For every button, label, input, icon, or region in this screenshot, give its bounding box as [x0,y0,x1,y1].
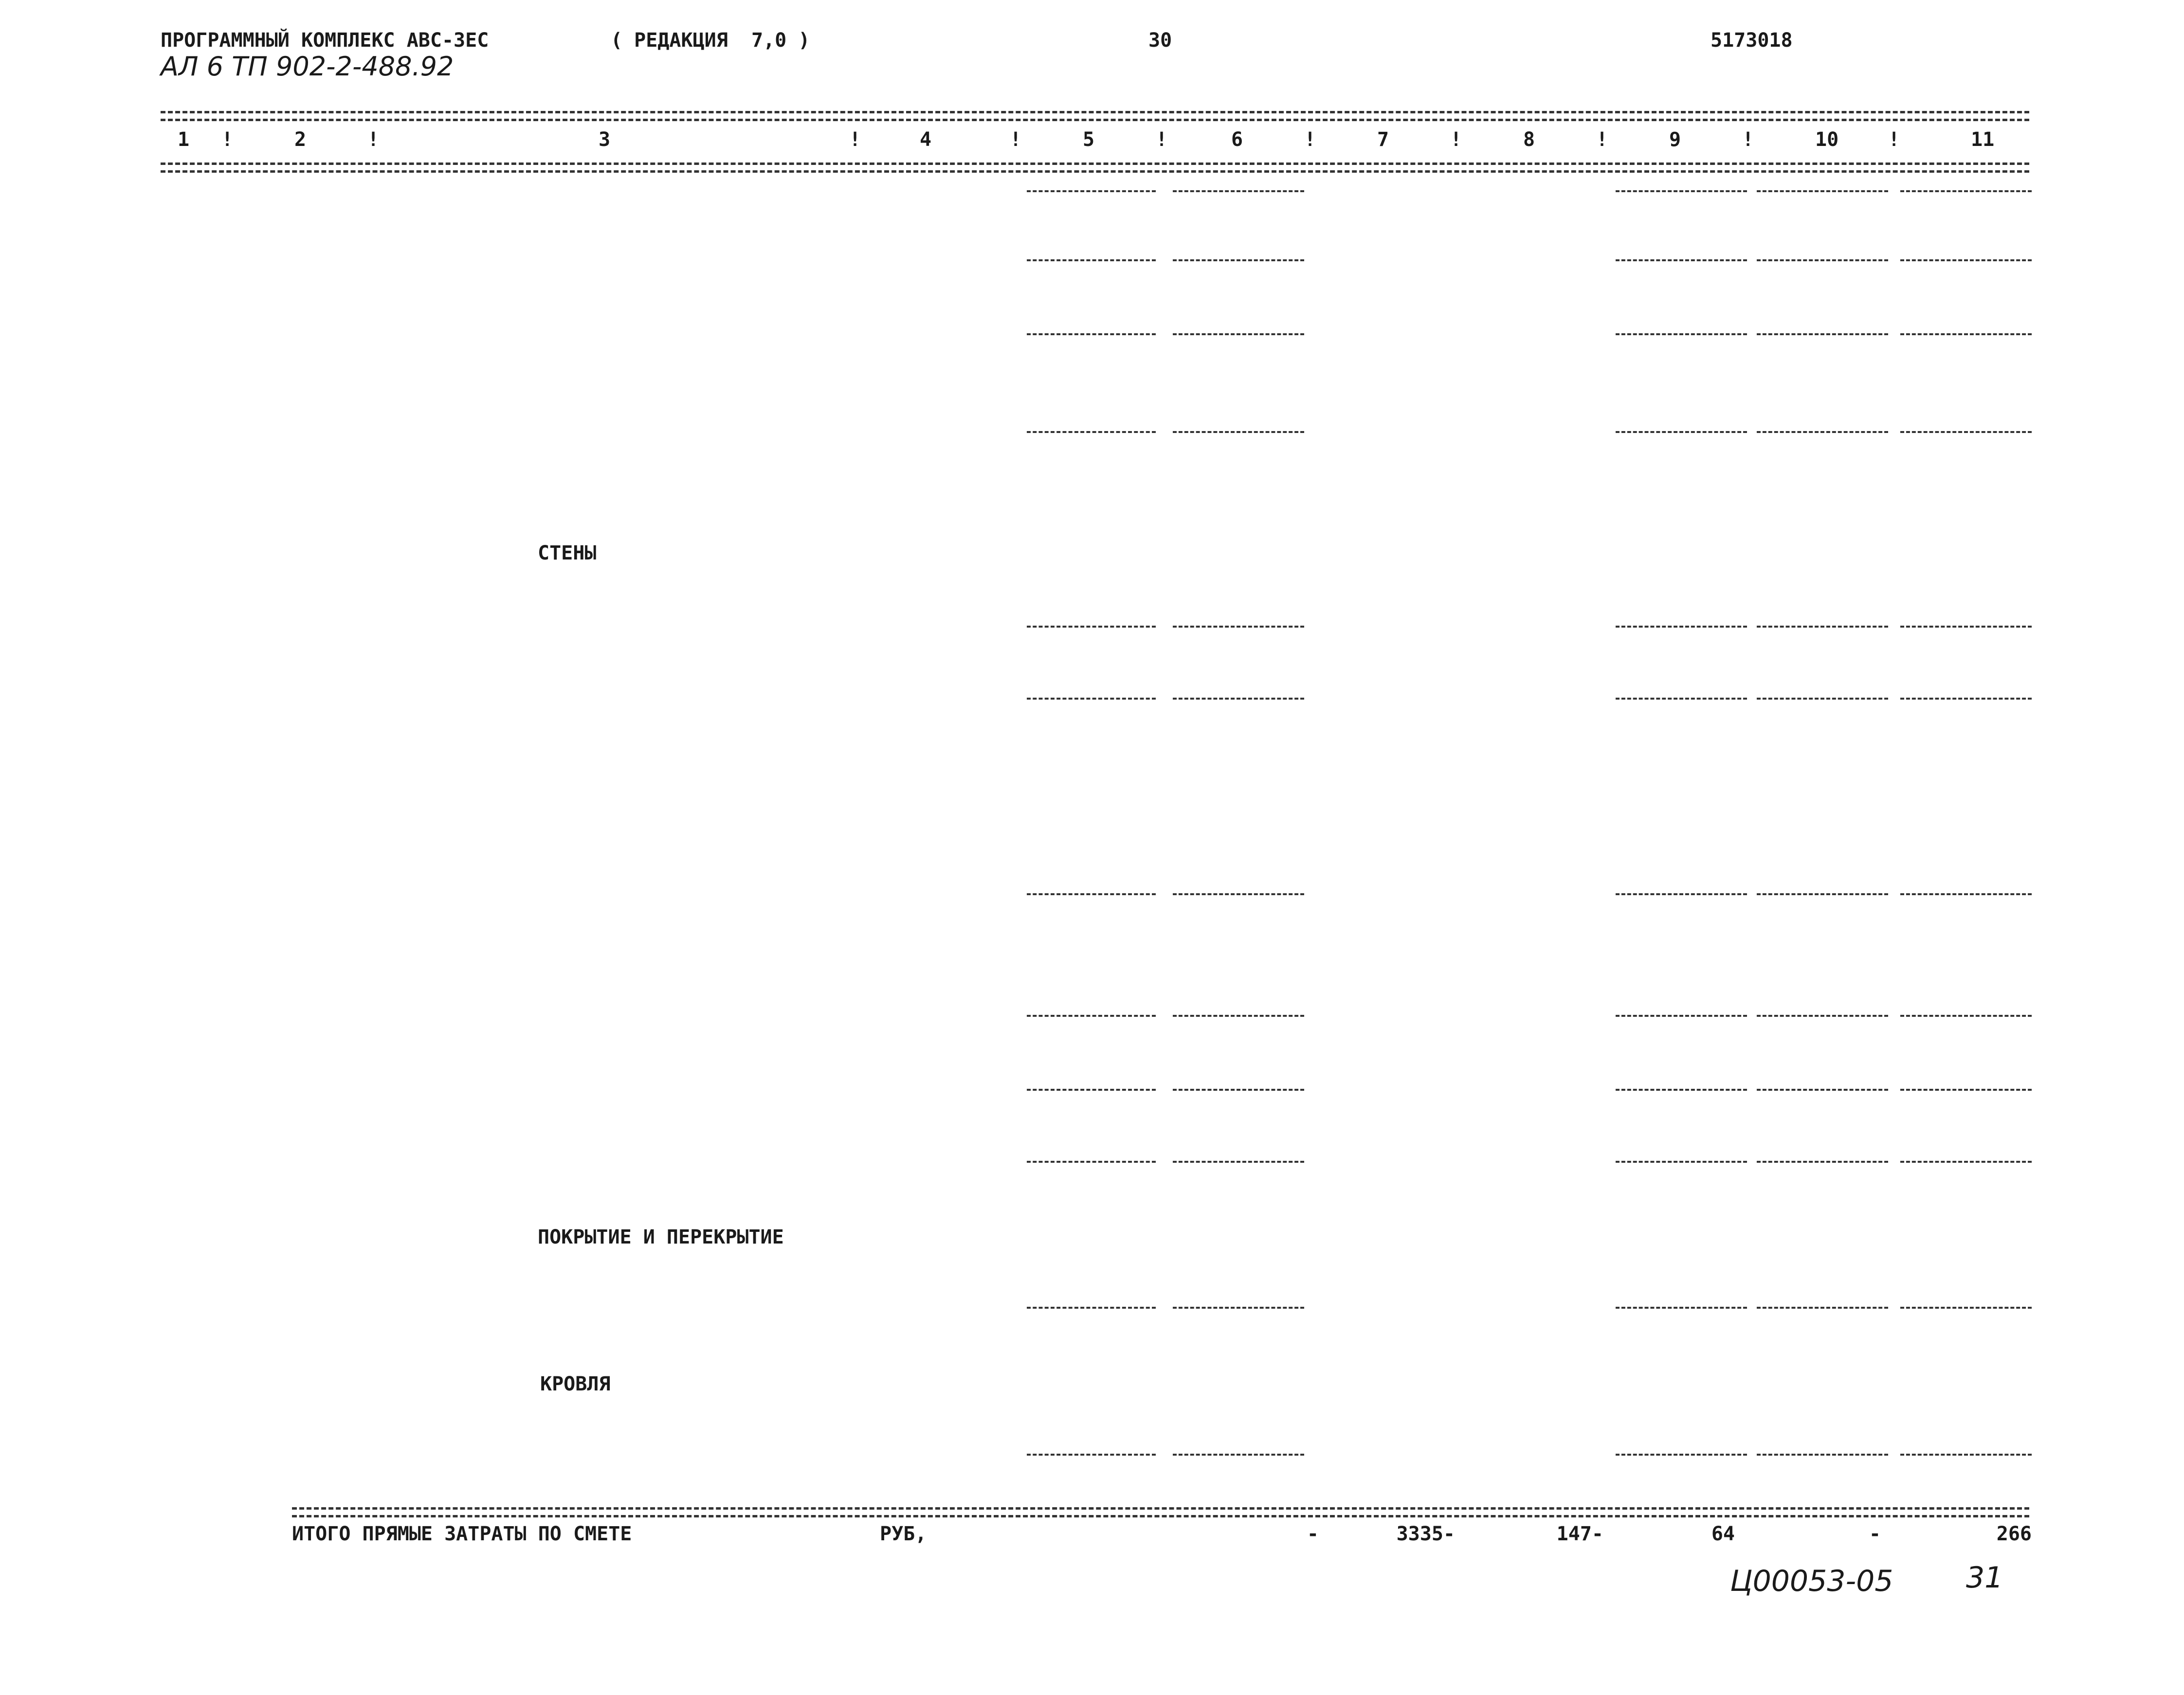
column-separator: ! [367,128,380,151]
row-c10-divider [1757,1454,1888,1456]
row-c6-divider [1173,1015,1304,1017]
row-continuation-divider [1173,190,1304,192]
row-c10-divider [1757,1015,1888,1017]
row-c11-divider [1900,1015,2032,1017]
column-header-11: 11 [1971,128,1995,151]
column-header-9: 9 [1669,128,1681,151]
row-c5-divider [1027,1161,1156,1163]
row-c11-divider [1900,333,2032,335]
row-c9-divider [1616,1089,1747,1091]
total-col-7: 3335- [1396,1523,1455,1545]
top-rule-2 [161,119,2029,121]
row-c10-divider [1757,333,1888,335]
column-header-10: 10 [1815,128,1839,151]
column-separator: ! [1450,128,1462,151]
handwritten-project-ref: АЛ 6 ТП 902-2-488.92 [161,51,454,82]
row-c9-divider [1616,431,1747,433]
section-walls: СТЕНЫ [538,542,597,564]
edition-label: ( РЕДАКЦИЯ 7,0 ) [611,29,810,52]
row-c6-divider [1173,1454,1304,1456]
column-separator: ! [1010,128,1022,151]
column-header-7: 7 [1377,128,1389,151]
column-separator: ! [1156,128,1168,151]
row-c11-divider [1900,698,2032,700]
column-header-4: 4 [920,128,932,151]
column-separator: ! [1888,128,1900,151]
row-c6-divider [1173,259,1304,261]
column-header-3: 3 [599,128,611,151]
row-c5-divider [1027,1015,1156,1017]
row-c5-divider [1027,1307,1156,1309]
row-c5-divider [1027,626,1156,628]
total-label: ИТОГО ПРЯМЫЕ ЗАТРАТЫ ПО СМЕТЕ [292,1523,632,1545]
program-title: ПРОГРАММНЫЙ КОМПЛЕКС АВС-3ЕС [161,29,489,52]
row-c10-divider [1757,1089,1888,1091]
row-c9-divider [1616,259,1747,261]
top-rule [161,111,2029,113]
row-continuation-divider [1616,190,1747,192]
row-c11-divider [1900,1454,2032,1456]
row-c5-divider [1027,893,1156,895]
column-separator: ! [849,128,861,151]
page-number: 30 [1148,29,1172,52]
column-header-2: 2 [294,128,307,151]
row-c5-divider [1027,333,1156,335]
row-c9-divider [1616,1015,1747,1017]
handwritten-page: 31 [1966,1561,2003,1595]
column-separator: ! [1742,128,1754,151]
total-col-8: 147- [1556,1523,1603,1545]
header-rule-2 [161,170,2029,173]
total-rule-2 [292,1515,2029,1517]
column-separator: ! [1596,128,1608,151]
row-c10-divider [1757,893,1888,895]
row-c5-divider [1027,259,1156,261]
row-c11-divider [1900,893,2032,895]
row-c9-divider [1616,893,1747,895]
row-continuation-divider [1757,190,1888,192]
column-header-1: 1 [178,128,190,151]
column-header-5: 5 [1083,128,1095,151]
row-c9-divider [1616,1307,1747,1309]
row-c5-divider [1027,698,1156,700]
total-col-10: - [1869,1523,1881,1545]
row-c9-divider [1616,333,1747,335]
row-c6-divider [1173,698,1304,700]
row-c9-divider [1616,1454,1747,1456]
row-c6-divider [1173,1089,1304,1091]
row-c6-divider [1173,1307,1304,1309]
row-c9-divider [1616,626,1747,628]
column-separator: ! [1304,128,1316,151]
row-c11-divider [1900,259,2032,261]
total-unit: РУБ, [880,1523,927,1545]
total-col-9: 64 [1711,1523,1735,1545]
row-c5-divider [1027,1089,1156,1091]
header-rule [161,162,2029,165]
row-c6-divider [1173,893,1304,895]
row-c6-divider [1173,626,1304,628]
doc-code: 5173018 [1711,29,1793,52]
row-c10-divider [1757,259,1888,261]
column-header-8: 8 [1523,128,1535,151]
total-rule [292,1507,2029,1510]
section-roof: КРОВЛЯ [540,1373,611,1395]
row-c5-divider [1027,431,1156,433]
row-continuation-divider [1027,190,1156,192]
row-c11-divider [1900,626,2032,628]
row-c10-divider [1757,698,1888,700]
row-c10-divider [1757,1161,1888,1163]
section-roofing-floors: ПОКРЫТИЕ И ПЕРЕКРЫТИЕ [538,1226,784,1248]
total-col-11: 266 [1996,1523,2032,1545]
row-c9-divider [1616,1161,1747,1163]
row-c11-divider [1900,1307,2032,1309]
total-col-6: - [1307,1523,1319,1545]
row-c11-divider [1900,431,2032,433]
row-continuation-divider [1900,190,2032,192]
column-separator: ! [221,128,234,151]
row-c10-divider [1757,626,1888,628]
row-c6-divider [1173,431,1304,433]
row-c6-divider [1173,333,1304,335]
handwritten-code: Ц00053-05 [1730,1564,1893,1598]
row-c11-divider [1900,1089,2032,1091]
row-c11-divider [1900,1161,2032,1163]
column-header-6: 6 [1231,128,1243,151]
row-c10-divider [1757,431,1888,433]
row-c5-divider [1027,1454,1156,1456]
row-c10-divider [1757,1307,1888,1309]
row-c6-divider [1173,1161,1304,1163]
row-c9-divider [1616,698,1747,700]
